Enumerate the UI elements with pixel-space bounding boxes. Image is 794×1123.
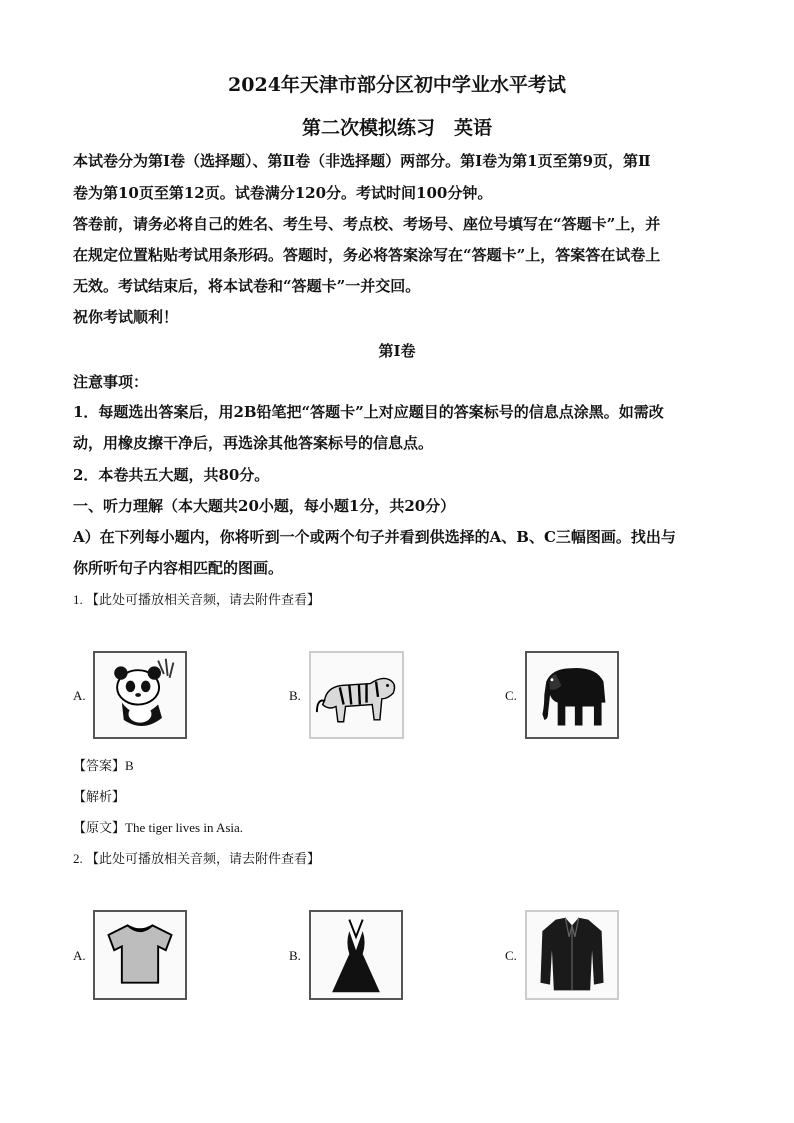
dress-icon[interactable] (309, 910, 403, 1000)
option-label: B. (289, 688, 301, 703)
original-text: 【原文】The tiger lives in Asia. (73, 820, 244, 835)
note-item: 2．本卷共五大题，共80分。 (73, 466, 270, 484)
intro-line: 卷为第10页至第12页。试卷满分120分。考试时间100分钟。 (73, 184, 493, 202)
note-item: 动，用橡皮擦干净后，再选涂其他答案标号的信息点。 (73, 434, 434, 452)
tshirt-icon[interactable] (93, 910, 187, 1000)
exam-subtitle: 第二次模拟练习 英语 (301, 117, 492, 139)
answer-text: 【答案】B (73, 758, 134, 773)
question-prompt[interactable]: 1. 【此处可播放相关音频，请去附件查看】 (73, 592, 321, 607)
part-instructions: A）在下列每小题内，你将听到一个或两个句子并看到供选择的A、B、C三幅图画。找出与 (73, 528, 676, 546)
analysis-label: 【解析】 (73, 789, 126, 804)
notes-label: 注意事项： (73, 373, 149, 391)
option-label: A. (73, 948, 86, 963)
jacket-icon[interactable] (525, 910, 619, 1000)
option-label: B. (289, 948, 301, 963)
exam-title: 2024年天津市部分区初中学业水平考试 (228, 74, 566, 96)
intro-line: 本试卷分为第Ⅰ卷（选择题）、第Ⅱ卷（非选择题）两部分。第Ⅰ卷为第1页至第9页，第Ⅱ (73, 152, 651, 170)
panda-icon[interactable] (93, 651, 187, 739)
part-heading: 一、听力理解（本大题共20小题，每小题1分，共20分） (73, 497, 456, 515)
part-instructions: 你所听句子内容相匹配的图画。 (73, 559, 284, 577)
note-item: 1．每题选出答案后，用2B铅笔把“答题卡”上对应题目的答案标号的信息点涂黑。如需改 (73, 403, 664, 421)
option-label: C. (505, 688, 517, 703)
elephant-icon[interactable] (525, 651, 619, 739)
question-prompt[interactable]: 2. 【此处可播放相关音频，请去附件查看】 (73, 851, 321, 866)
intro-line: 在规定位置粘贴考试用条形码。答题时，务必将答案涂写在“答题卡”上，答案答在试卷上 (73, 246, 661, 264)
tiger-icon[interactable] (309, 651, 404, 739)
good-luck-text: 祝你考试顺利！ (73, 308, 179, 326)
option-label: A. (73, 688, 86, 703)
option-label: C. (505, 948, 517, 963)
intro-line: 答卷前，请务必将自己的姓名、考生号、考点校、考场号、座位号填写在“答题卡”上，并 (73, 215, 661, 233)
section-heading: 第Ⅰ卷 (378, 342, 416, 360)
intro-line: 无效。考试结束后，将本试卷和“答题卡”一并交回。 (73, 277, 421, 295)
